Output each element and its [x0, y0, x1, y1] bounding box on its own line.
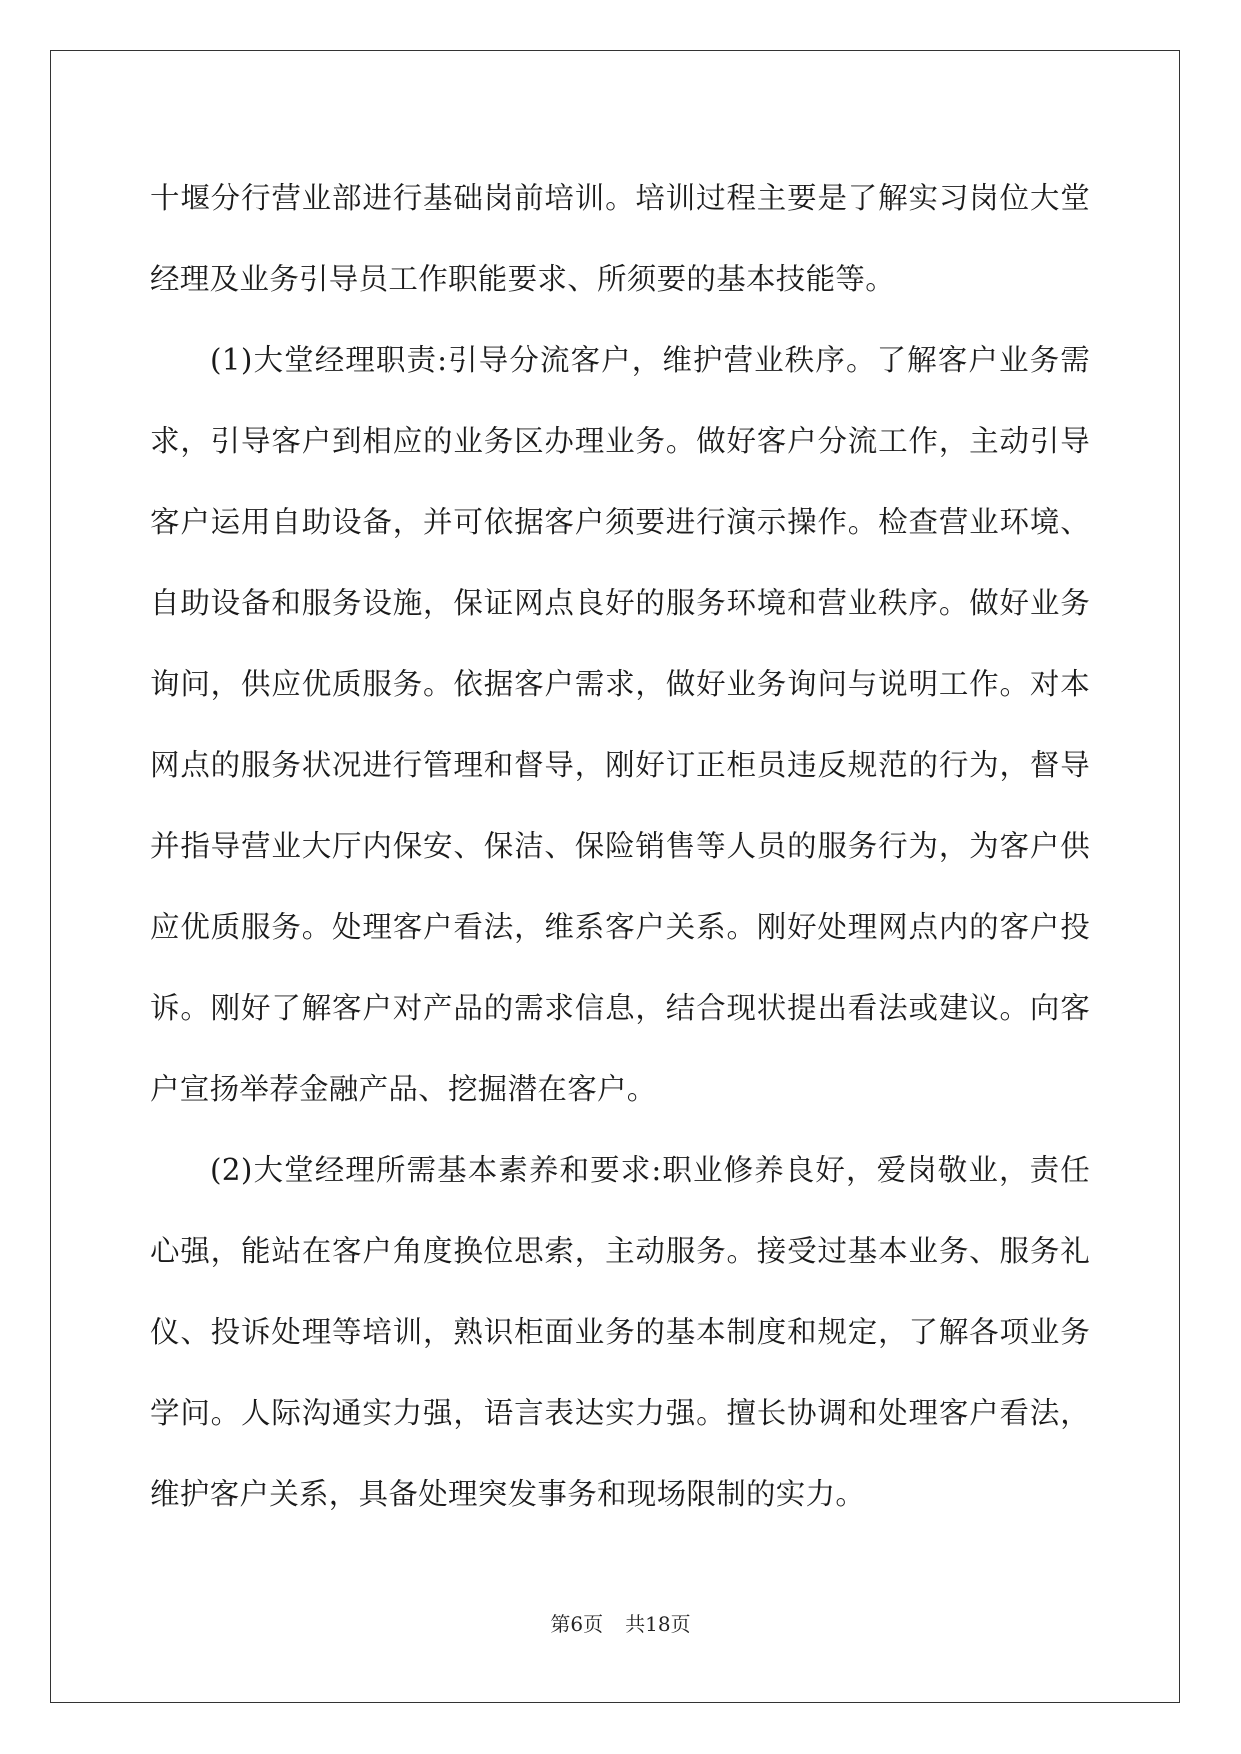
page-number-current: 第6页: [550, 1612, 604, 1636]
paragraph-lobby-manager-duties: (1)大堂经理职责:引导分流客户，维护营业秩序。了解客户业务需求，引导客户到相应的业务区办理业务。做好客户分流工作，主动引导客户运用自助设备，并可依据客户须要进行演示操作。检查营业环境、自助设备和服务设施，保证网点良好的服务环境和营业秩序。做好业务询问，供应优质服务。依据客户需求，做好业务询问与说明工作。对本网点的服务状况进行管理和督导，刚好订正柜员违反规范的行为，督导并指导营业大厅内保安、保洁、保险销售等人员的服务行为，为客户供应优质服务。处理客户看法，维系客户关系。刚好处理网点内的客户投诉。刚好了解客户对产品的需求信息，结合现状提出看法或建议。向客户宣扬举荐金融产品、挖掘潜在客户。: [150, 343, 1090, 1106]
paragraph-intro: 十堰分行营业部进行基础岗前培训。培训过程主要是了解实习岗位大堂经理及业务引导员工作职能要求、所须要的基本技能等。: [150, 181, 1090, 296]
document-body: [150, 158, 1090, 1535]
page-number-total: 共18页: [625, 1612, 691, 1636]
page-footer: [0, 1608, 1241, 1637]
paragraph-lobby-manager-requirements: (2)大堂经理所需基本素养和要求:职业修养良好，爱岗敬业，责任心强，能站在客户角度换位思索，主动服务。接受过基本业务、服务礼仪、投诉处理等培训，熟识柜面业务的基本制度和规定，了解各项业务学问。人际沟通实力强，语言表达实力强。擅长协调和处理客户看法，维护客户关系，具备处理突发事务和现场限制的实力。: [150, 1153, 1090, 1511]
